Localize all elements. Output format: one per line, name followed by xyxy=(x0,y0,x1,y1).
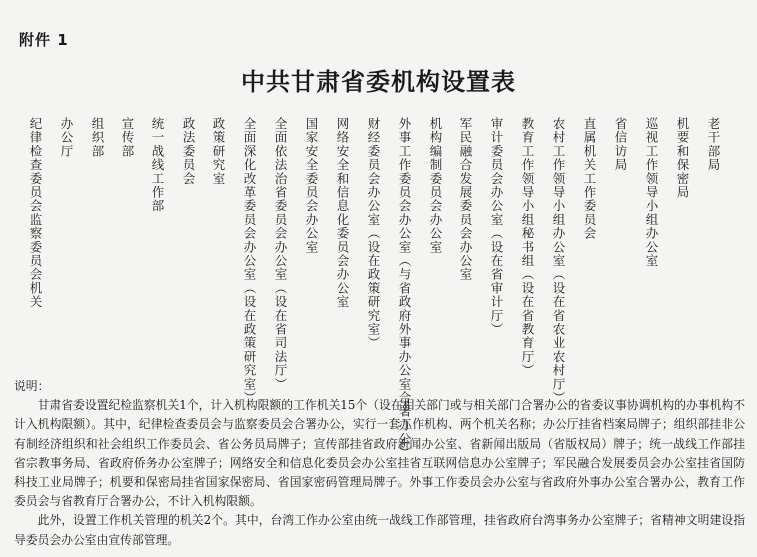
org-column: 财经委员会办公室（设在政策研究室） xyxy=(366,117,381,350)
org-column: 省信访局 xyxy=(613,117,628,172)
org-column: 军民融合发展委员会办公室 xyxy=(458,117,473,282)
org-column: 全面依法治省委员会办公室（设在省司法厅） xyxy=(273,117,288,391)
org-column: 审计委员会办公室（设在省审计厅） xyxy=(489,117,504,337)
org-column: 直属机关工作委员会 xyxy=(582,117,597,241)
org-column: 宣传部 xyxy=(120,117,135,159)
org-column: 网络安全和信息化委员会办公室 xyxy=(335,117,350,309)
page-title: 中共甘肃省委机构设置表 xyxy=(241,68,516,96)
org-column: 机要和保密局 xyxy=(675,117,690,200)
org-column: 办公厅 xyxy=(59,117,74,159)
org-column: 巡视工作领导小组办公室 xyxy=(644,117,659,268)
notes-paragraph: 此外，设置工作机关管理的机关2个。其中，台湾工作办公室由统一战线工作部管理，挂省政府台湾事务办公室牌子；省精神文明建设指导委员会办公室由宣传部管理。 xyxy=(14,513,745,547)
attachment-label: 附件 1 xyxy=(19,31,69,49)
org-column: 外事工作委员会办公室（与省政府外事办公室合署办公） xyxy=(397,117,412,460)
org-column: 教育工作领导小组秘书组（设在省教育厅） xyxy=(520,117,535,378)
org-column: 老干部局 xyxy=(706,117,721,172)
org-column: 农村工作领导小组办公室（设在省农业农村厅） xyxy=(551,117,566,405)
notes-label: 说明： xyxy=(14,379,50,393)
org-column: 政策研究室 xyxy=(211,117,226,186)
org-column: 机构编制委员会办公室 xyxy=(428,117,443,254)
org-column: 国家安全委员会办公室 xyxy=(304,117,319,254)
notes-section xyxy=(14,377,745,550)
org-column: 统一战线工作部 xyxy=(150,117,165,213)
notes-paragraph: 甘肃省委设置纪检监察机关1个，计入机构限额的工作机关15个（设在相关部门或与相关部门合署办公的省委议事协调机构的办事机构不计入机构限额）。其中，纪律检查委员会与监察委员会合署办公，实行一套工作机构、两个机关名称；办公厅挂省档案局牌子；组织部挂非公有制经济组织和社会组织工作委员会、省公务员局牌子；宣传部挂省政府新闻办公室、省新闻出版局（省版权局）牌子；统一战线工作部挂省宗教事务局、省政府侨务办公室牌子；网络安全和信息化委员会办公室挂省互联网信息办公室牌子；军民融合发展委员会办公室挂省国防科技工业局牌子；机要和保密局挂省国家保密局、省国家密码管理局牌子。外事工作委员会办公室与省政府外事办公室合署办公，教育工作委员会与省教育厅合署办公，不计入机构限额。 xyxy=(14,398,745,509)
org-column: 纪律检查委员会监察委员会机关 xyxy=(28,117,43,309)
org-column: 组织部 xyxy=(90,117,105,159)
org-column: 全面深化改革委员会办公室（设在政策研究室） xyxy=(242,117,257,405)
org-column: 政法委员会 xyxy=(181,117,196,186)
